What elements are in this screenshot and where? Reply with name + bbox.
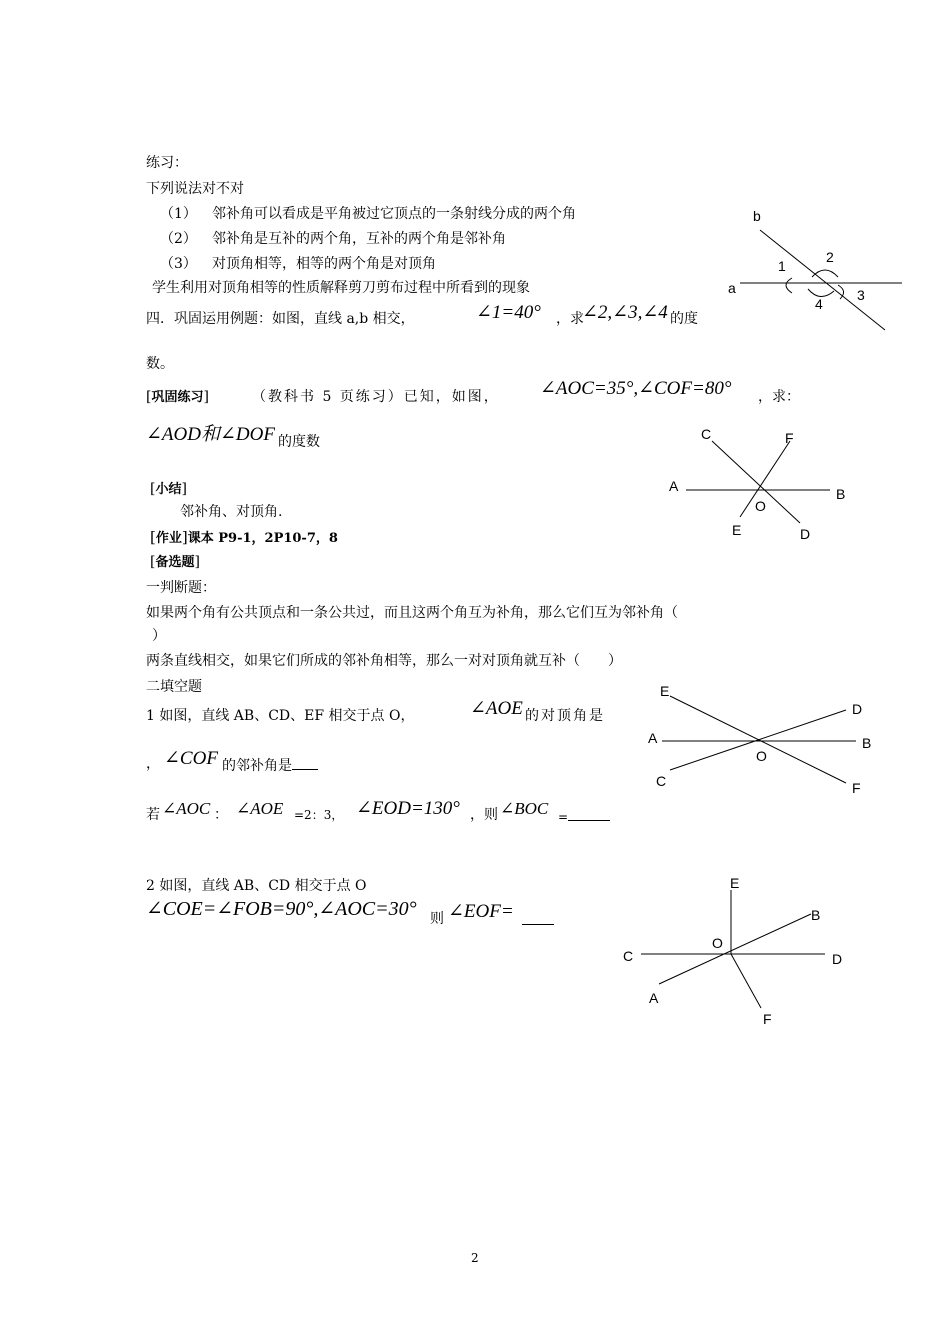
exercise-text: （教科书 5 页练习）已知，如图，: [252, 389, 500, 405]
label-A: A: [648, 730, 658, 746]
q2-lead: 2 如图，直线 AB、CD 相交于点 O: [146, 878, 367, 894]
exercise-find-tail: 的度数: [278, 434, 320, 450]
label-A: A: [669, 478, 679, 494]
label-O: O: [756, 748, 767, 764]
practice-item-3-text: 对顶角相等，相等的两个角是对顶角: [212, 256, 436, 272]
homework-line: [作业]课本 P9-1，2P10-7，8: [150, 528, 338, 546]
label-E: E: [732, 522, 742, 538]
figure-three-lines-q1: [640, 680, 880, 800]
q1-line2-lead: ，: [146, 756, 160, 772]
example-lead: 四．巩固运用例题：如图，直线 a,b 相交，: [146, 311, 415, 327]
label-D: D: [852, 701, 863, 717]
practice-item-2-text: 邻补角是互补的两个角，互补的两个角是邻补角: [212, 231, 506, 247]
practice-item-1-text: 邻补角可以看成是平角被过它顶点的一条射线分成的两个角: [212, 206, 576, 222]
q1-boc: ∠BOC: [500, 799, 549, 818]
angle-1-arc: [786, 278, 792, 293]
q2-blank[interactable]: [522, 910, 554, 925]
practice-item-2-num: （2）: [160, 231, 197, 247]
summary-tag-line: [小结]: [150, 481, 187, 497]
scissors-note: 学生利用对顶角相等的性质解释剪刀剪布过程中所看到的现象: [152, 280, 530, 296]
ray-OF: [731, 954, 761, 1008]
label-E: E: [730, 875, 740, 891]
figure-intersecting-lines-ab: [720, 205, 920, 340]
label-O: O: [712, 935, 723, 951]
label-C: C: [656, 773, 667, 789]
figure-three-lines-exercise: [660, 425, 860, 550]
example-targets: ∠2,∠3,∠4: [582, 302, 668, 323]
exercise-tag: 巩固练习: [151, 390, 204, 405]
label-C: C: [701, 426, 712, 442]
practice-heading: 练习：: [146, 155, 188, 171]
q1-blank-3[interactable]: [568, 806, 610, 821]
practice-item-1-num: （1）: [160, 206, 197, 222]
label-B: B: [836, 486, 846, 502]
angle-3-arc: [838, 285, 844, 299]
label-F: F: [785, 430, 794, 446]
q1-tail: 的对顶角是: [525, 708, 605, 724]
q1-eq-line: [558, 806, 610, 826]
q1-blank-2[interactable]: [292, 755, 318, 770]
q1-eod: ∠EOD=130°: [356, 798, 460, 819]
judge-1: 如果两个角有公共顶点和一条公共过，而且这两个角互为补角，那么它们互为邻补角（: [146, 605, 678, 621]
q1-eq: =: [558, 810, 569, 824]
judge-2: 两条直线相交，如果它们所成的邻补角相等，那么一对对顶角就互补（ ）: [146, 653, 622, 669]
judge-1-end: ）: [152, 628, 166, 644]
q1-aoc: ∠AOC: [162, 799, 211, 818]
page-number: 2: [471, 1251, 479, 1265]
line-b: [760, 230, 885, 330]
label-D: D: [832, 951, 843, 967]
label-B: B: [811, 907, 821, 923]
q1-angle2: ∠COF: [164, 748, 218, 769]
figure-perpendicular-q2: [615, 870, 855, 1030]
q2-then: 则: [430, 911, 444, 927]
q2-ask: ∠EOF=: [448, 901, 514, 922]
judge-title: 一判断题：: [146, 580, 216, 596]
label-2: 2: [826, 249, 834, 265]
q1-tail2: 的邻补角是: [222, 758, 292, 774]
exercise-ask: ，求：: [758, 389, 800, 405]
label-O: O: [755, 498, 766, 514]
exercise-given: ∠AOC=35°,∠COF=80°: [540, 378, 732, 399]
q1-line3-a: 若: [146, 807, 160, 823]
label-F: F: [763, 1011, 772, 1027]
q1-lead: 1 如图，直线 AB、CD、EF 相交于点 O，: [146, 708, 415, 724]
q1-line2: [222, 755, 318, 775]
example-tail2: 数。: [146, 356, 174, 372]
summary-tag: 小结: [155, 482, 182, 497]
practice-intro: 下列说法对不对: [146, 181, 244, 197]
label-3: 3: [857, 287, 865, 303]
line-AB: [659, 914, 811, 984]
angle-2-arc: [812, 270, 838, 277]
exercise-line: [巩固练习]: [146, 389, 209, 405]
example-tail: 的度: [670, 311, 698, 327]
extra-tag-line: [备选题]: [150, 554, 200, 570]
label-C: C: [623, 948, 634, 964]
label-F: F: [852, 780, 861, 796]
practice-item-3-num: （3）: [160, 256, 197, 272]
label-A: A: [649, 990, 659, 1006]
label-b: b: [753, 208, 761, 224]
label-D: D: [800, 526, 811, 542]
q1-angle: ∠AOE: [470, 698, 523, 719]
summary-text: 邻补角、对顶角.: [180, 504, 283, 520]
q1-then: ，则: [470, 807, 498, 823]
fill-title: 二填空题: [146, 679, 202, 695]
extra-tag: 备选题: [155, 555, 195, 570]
q1-aoe: ∠AOE: [236, 799, 284, 818]
example-given: ∠1=40°: [476, 302, 541, 323]
q1-colon: ：: [214, 807, 228, 823]
line-EF: [670, 696, 846, 783]
label-1: 1: [778, 258, 786, 274]
label-a: a: [728, 280, 736, 296]
homework-tag: 作业: [155, 531, 182, 546]
q2-given: ∠COE=∠FOB=90°,∠AOC=30°: [146, 898, 417, 920]
example-ask: ，求: [556, 311, 584, 327]
exercise-find: ∠AOD和∠DOF: [146, 424, 275, 445]
homework-text: 课本 P9-1，2P10-7，8: [187, 531, 338, 546]
label-4: 4: [815, 296, 823, 312]
label-E: E: [660, 683, 670, 699]
label-B: B: [862, 735, 872, 751]
q1-ratio: =2：3，: [294, 808, 344, 822]
